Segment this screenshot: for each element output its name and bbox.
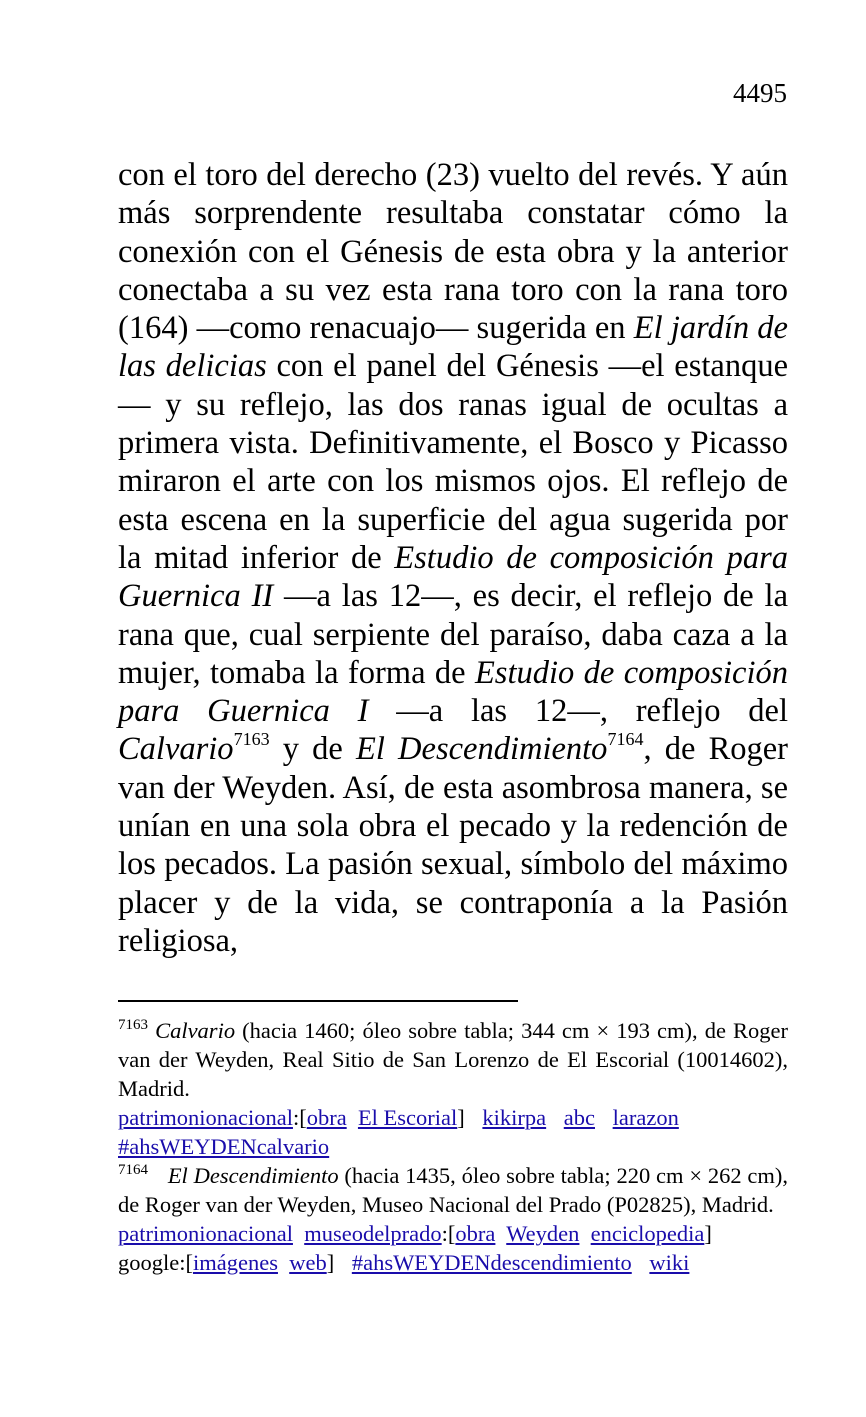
footnote-body: (hacia 1435, óleo sobre tabla; 220 cm × 262 cm), de Roger van der Weyden, Museo Nacional del Prado (P02825), Madrid. [118, 1163, 789, 1217]
link-separator: ] [704, 1221, 712, 1246]
link-obra[interactable]: obra [306, 1105, 347, 1130]
link-separator: :[ [292, 1105, 307, 1130]
italic-title: Estudio de composición para Guernica I [118, 654, 788, 730]
link-weyden[interactable]: Weyden [506, 1221, 580, 1246]
footnote-links [118, 1219, 788, 1277]
link-kikirpa[interactable]: kikirpa [482, 1105, 547, 1130]
footnote-ref-7164[interactable]: 7164 [607, 729, 644, 750]
link-enciclopedia[interactable]: enciclopedia [590, 1221, 705, 1246]
footnote-ref-7163[interactable]: 7163 [233, 729, 270, 750]
footnote-divider [118, 1000, 518, 1002]
body-text-run: —a las 12—, es decir, el reflejo de la rana que, cual serpiente del paraíso, daba caza a la mujer, tomaba la forma de [118, 578, 788, 691]
footnote-title: El Descendimiento [167, 1163, 339, 1188]
body-text-run: y de [269, 731, 356, 768]
link-el-escorial[interactable]: El Escorial [357, 1105, 458, 1130]
footnote-mark: 7164 [118, 1162, 148, 1178]
link-separator: ] [457, 1105, 465, 1130]
link-separator: ] [326, 1250, 335, 1275]
link-museodelprado[interactable]: museodelprado [304, 1221, 442, 1246]
italic-title: El Descendimiento [356, 731, 608, 768]
link-obra[interactable]: obra [455, 1221, 496, 1246]
footnote-text [118, 1016, 788, 1103]
footnote-links [118, 1103, 788, 1161]
footnote-7163 [118, 1016, 788, 1161]
footnote-text [118, 1161, 788, 1219]
body-text-run: , de Roger van der Weyden. Así, de esta asombrosa manera, se unían en una sola obra el pecado y la redención de los pecados. La pasión sexual, símbolo del máximo placer y de la vida, se contraponía a la Pasión religiosa, [118, 731, 788, 959]
body-paragraph [118, 156, 788, 960]
footnotes [118, 1016, 788, 1277]
link-hashtag-descendimiento[interactable]: #ahsWEYDENdescendimiento [351, 1250, 632, 1275]
footnote-7164 [118, 1161, 788, 1277]
link-wiki[interactable]: wiki [649, 1250, 690, 1275]
link-abc[interactable]: abc [563, 1105, 595, 1130]
italic-title: El jardín de las delicias [118, 310, 788, 385]
footnote-mark: 7163 [118, 1017, 148, 1033]
link-patrimonionacional[interactable]: patrimonionacional [118, 1221, 293, 1246]
footnote-title: Calvario [155, 1018, 236, 1043]
body-text-run: con el toro del derecho (23) vuelto del revés. Y aún más sorprendente resultaba constatar cómo la conexión con el Génesis de esta obra y la anterior conectaba a su vez esta rana toro con la rana toro (164) —como renacuajo— sugerida en [118, 157, 788, 347]
google-label: google:[ [118, 1250, 193, 1275]
footnote-body: (hacia 1460; óleo sobre tabla; 344 cm × 193 cm), de Roger van der Weyden, Real Sitio de San Lorenzo de El Escorial (10014602), Madrid. [118, 1018, 788, 1101]
link-patrimonionacional[interactable]: patrimonionacional [118, 1105, 293, 1130]
body-text [118, 156, 788, 960]
link-imagenes[interactable]: imágenes [192, 1250, 278, 1275]
page-number: 4495 [733, 78, 787, 108]
link-web[interactable]: web [289, 1250, 327, 1275]
body-text-run: —a las 12—, reflejo del [368, 693, 788, 730]
italic-title: Calvario [118, 731, 234, 768]
link-larazon[interactable]: larazon [612, 1105, 679, 1130]
link-hashtag-calvario[interactable]: #ahsWEYDENcalvario [118, 1134, 330, 1159]
body-text-run: con el panel del Génesis —el estanque— y su reflejo, las dos ranas igual de ocultas a primera vista. Definitivamente, el Bosco y Picasso miraron el arte con los mismos ojos. El reflejo de esta escena en la superficie del agua sugerida por la mitad inferior de [118, 348, 788, 576]
italic-title: Estudio de composición para Guernica II [118, 539, 788, 615]
link-separator: :[ [441, 1221, 456, 1246]
